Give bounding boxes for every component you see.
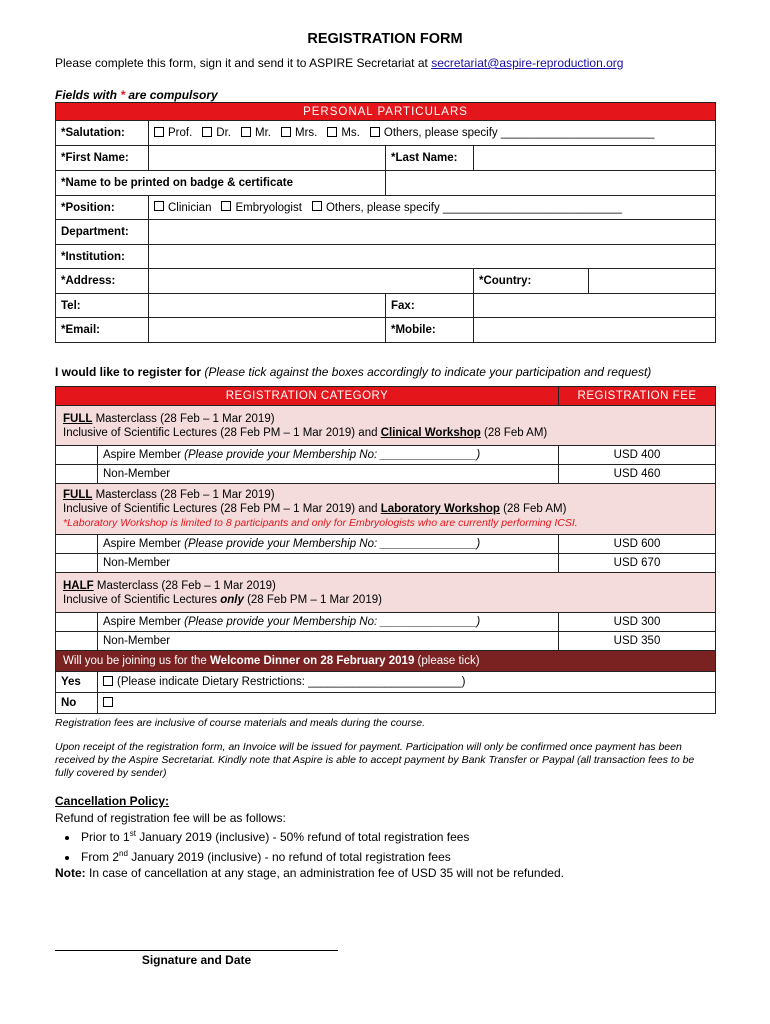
badge-name-field[interactable] <box>386 171 716 196</box>
department-label: Department: <box>56 220 149 245</box>
ordinal-suffix: nd <box>119 848 128 858</box>
member-label: Aspire Member <box>103 616 185 628</box>
fee-value: USD 350 <box>559 632 716 651</box>
welcome-dinner-row <box>56 651 716 672</box>
address-field[interactable] <box>149 269 474 294</box>
checkbox-icon[interactable] <box>281 127 291 137</box>
position-others[interactable] <box>312 202 622 214</box>
fee-value: USD 670 <box>559 554 716 573</box>
checkbox-icon[interactable] <box>154 201 164 211</box>
last-name-field[interactable] <box>474 146 716 171</box>
position-options <box>149 196 716 220</box>
full-clinical-description <box>56 406 716 446</box>
refund-list <box>55 826 715 865</box>
compulsory-note-text: Fields with <box>55 88 121 102</box>
member-option <box>98 446 559 465</box>
half-masterclass-description <box>56 573 716 613</box>
group-line2-post: (28 Feb PM – 1 Mar 2019) <box>243 593 382 606</box>
mobile-label: *Mobile: <box>386 318 474 343</box>
ordinal-suffix: st <box>129 829 136 838</box>
refund-item-text: Prior to 1 <box>81 830 130 844</box>
dinner-pre: Will you be joining us for the <box>63 655 211 667</box>
fee-value: USD 400 <box>559 446 716 465</box>
checkbox-icon[interactable] <box>312 201 322 211</box>
payment-note: Upon receipt of the registration form, an Invoice will be issued for payment. Participation will only be confirmed once payment has been received by the Aspire Secretariat. Kindly note that Aspire is able to accept payment by Bank Transfer or Paypal (all transaction fees to be fully covered by sender) <box>55 741 695 779</box>
nonmember-option: Non-Member <box>98 632 559 651</box>
group-line1: Masterclass (28 Feb – 1 Mar 2019) <box>93 579 276 592</box>
full-laboratory-description <box>56 484 716 535</box>
group-line2-post: (28 Feb AM) <box>499 503 567 515</box>
cancellation-policy <box>55 793 715 882</box>
dinner-post: (please tick) <box>414 655 480 667</box>
salutation-options <box>149 121 716 146</box>
fax-field[interactable] <box>474 294 716 318</box>
tick-box[interactable] <box>56 446 98 465</box>
institution-field[interactable] <box>149 245 716 269</box>
email-label: *Email: <box>56 318 149 343</box>
clinical-workshop-label: Clinical Workshop <box>380 426 481 439</box>
refund-item-text: From 2 <box>81 849 120 864</box>
salutation-ms[interactable] <box>327 127 360 139</box>
country-field[interactable] <box>589 269 716 294</box>
position-others-label: Others, please specify ____________________________ <box>325 201 622 214</box>
tel-field[interactable] <box>149 294 386 318</box>
salutation-ms-label: Ms. <box>341 127 360 139</box>
cancellation-heading: Cancellation Policy: <box>55 794 170 808</box>
membership-no-hint: (Please provide your Membership No: _______________) <box>184 449 481 461</box>
fax-label: Fax: <box>386 294 474 318</box>
checkbox-icon[interactable] <box>327 127 337 137</box>
salutation-label: *Salutation: <box>56 121 149 146</box>
salutation-others-label: Others, please specify ________________________ <box>383 127 655 139</box>
laboratory-note: *Laboratory Workshop is limited to 8 participants and only for Embryologists who are currently performing ICSI. <box>63 517 578 529</box>
membership-no-hint: (Please provide your Membership No: _______________) <box>184 616 481 628</box>
fee-value: USD 300 <box>559 613 716 632</box>
checkbox-icon[interactable] <box>103 697 113 707</box>
dinner-event: Welcome Dinner on 28 February 2019 <box>210 655 415 667</box>
member-label: Aspire Member <box>103 538 185 550</box>
tick-box[interactable] <box>56 613 98 632</box>
compulsory-note <box>55 88 218 102</box>
dinner-no-option[interactable] <box>98 693 716 714</box>
salutation-prof[interactable] <box>154 127 192 139</box>
refund-item <box>79 826 715 846</box>
note-label: Note: <box>55 866 86 880</box>
position-embryologist[interactable] <box>221 202 301 214</box>
registration-category-header: REGISTRATION CATEGORY <box>56 387 559 406</box>
intro-text <box>55 56 623 70</box>
form-title: REGISTRATION FORM <box>307 31 463 47</box>
nonmember-option: Non-Member <box>98 465 559 484</box>
group-kind: FULL <box>63 412 93 425</box>
first-name-label: *First Name: <box>56 146 149 171</box>
group-line2: Inclusive of Scientific Lectures (28 Feb PM – 1 Mar 2019) and <box>63 426 381 439</box>
address-label: *Address: <box>56 269 149 294</box>
badge-name-label: *Name to be printed on badge & certificate <box>56 171 386 196</box>
note-text: In case of cancellation at any stage, an administration fee of USD 35 will not be refunded. <box>85 866 564 880</box>
checkbox-icon[interactable] <box>241 127 251 137</box>
department-field[interactable] <box>149 220 716 245</box>
required-star: * <box>120 88 126 102</box>
registration-fee-header: REGISTRATION FEE <box>559 387 716 406</box>
checkbox-icon[interactable] <box>154 127 164 137</box>
group-kind: FULL <box>63 489 93 501</box>
refund-item <box>79 846 715 866</box>
group-line1: Masterclass (28 Feb – 1 Mar 2019) <box>92 412 275 425</box>
signature-line[interactable] <box>55 950 338 951</box>
dietary-restrictions-label: (Please indicate Dietary Restrictions: ________________________) <box>117 676 466 688</box>
position-clinician-label: Clinician <box>168 201 212 214</box>
salutation-others[interactable] <box>370 127 654 139</box>
checkbox-icon[interactable] <box>202 127 212 137</box>
group-line2: Inclusive of Scientific Lectures (28 Feb PM – 1 Mar 2019) and <box>63 503 381 515</box>
signature-label: Signature and Date <box>141 953 252 967</box>
tick-box[interactable] <box>56 465 98 484</box>
salutation-mrs[interactable] <box>281 127 317 139</box>
institution-label: *Institution: <box>56 245 149 269</box>
register-intro <box>55 365 651 379</box>
intro-label: Please complete this form, sign it and send it to ASPIRE Secretariat at <box>55 56 432 70</box>
secretariat-email-link[interactable]: secretariat@aspire-reproduction.org <box>431 56 624 70</box>
position-embryologist-label: Embryologist <box>235 201 302 214</box>
group-line1: Masterclass (28 Feb – 1 Mar 2019) <box>92 489 275 501</box>
refund-item-rest: January 2019 (inclusive) - no refund of total registration fees <box>127 849 451 864</box>
member-label: Aspire Member <box>103 449 185 461</box>
country-label: *Country: <box>474 269 589 294</box>
fee-value: USD 600 <box>559 535 716 554</box>
group-line2: Inclusive of Scientific Lectures <box>63 593 221 606</box>
fees-inclusive-note: Registration fees are inclusive of course materials and meals during the course. <box>55 717 426 729</box>
dinner-yes-option[interactable] <box>98 672 716 693</box>
mobile-field[interactable] <box>474 318 716 343</box>
only-emphasis: only <box>220 593 244 606</box>
checkbox-icon[interactable] <box>370 127 380 137</box>
cancellation-intro: Refund of registration fee will be as follows: <box>55 810 286 825</box>
first-name-field[interactable] <box>149 146 386 171</box>
tel-label: Tel: <box>56 294 149 318</box>
salutation-dr[interactable] <box>202 127 231 139</box>
group-kind: HALF <box>63 579 94 592</box>
register-intro-italic: (Please tick against the boxes accordingly to indicate your participation and request) <box>204 365 652 379</box>
fee-value: USD 460 <box>559 465 716 484</box>
membership-no-hint: (Please provide your Membership No: _______________) <box>184 538 481 550</box>
laboratory-workshop-label: Laboratory Workshop <box>380 503 500 515</box>
salutation-mr[interactable] <box>241 127 271 139</box>
refund-item-rest: January 2019 (inclusive) - 50% refund of total registration fees <box>135 830 470 844</box>
email-field[interactable] <box>149 318 386 343</box>
member-option <box>98 535 559 554</box>
registration-table <box>55 386 716 714</box>
tick-box[interactable] <box>56 632 98 651</box>
yes-label: Yes <box>56 672 98 693</box>
group-line2-post: (28 Feb AM) <box>480 426 548 439</box>
nonmember-option: Non-Member <box>98 554 559 573</box>
compulsory-note-rest: are compulsory <box>125 88 218 102</box>
salutation-prof-label: Prof. <box>168 127 193 139</box>
member-option <box>98 613 559 632</box>
checkbox-icon[interactable] <box>221 201 231 211</box>
salutation-mrs-label: Mrs. <box>294 127 318 139</box>
position-clinician[interactable] <box>154 202 211 214</box>
tick-box[interactable] <box>56 535 98 554</box>
register-intro-bold: I would like to register for <box>55 365 202 379</box>
checkbox-icon[interactable] <box>103 676 113 686</box>
salutation-dr-label: Dr. <box>216 127 231 139</box>
admin-fee-note <box>55 865 715 882</box>
salutation-mr-label: Mr. <box>255 127 271 139</box>
position-label: *Position: <box>56 196 149 220</box>
personal-particulars-table <box>55 102 716 343</box>
no-label: No <box>56 693 98 714</box>
personal-particulars-header: PERSONAL PARTICULARS <box>56 103 716 121</box>
last-name-label: *Last Name: <box>386 146 474 171</box>
tick-box[interactable] <box>56 554 98 573</box>
